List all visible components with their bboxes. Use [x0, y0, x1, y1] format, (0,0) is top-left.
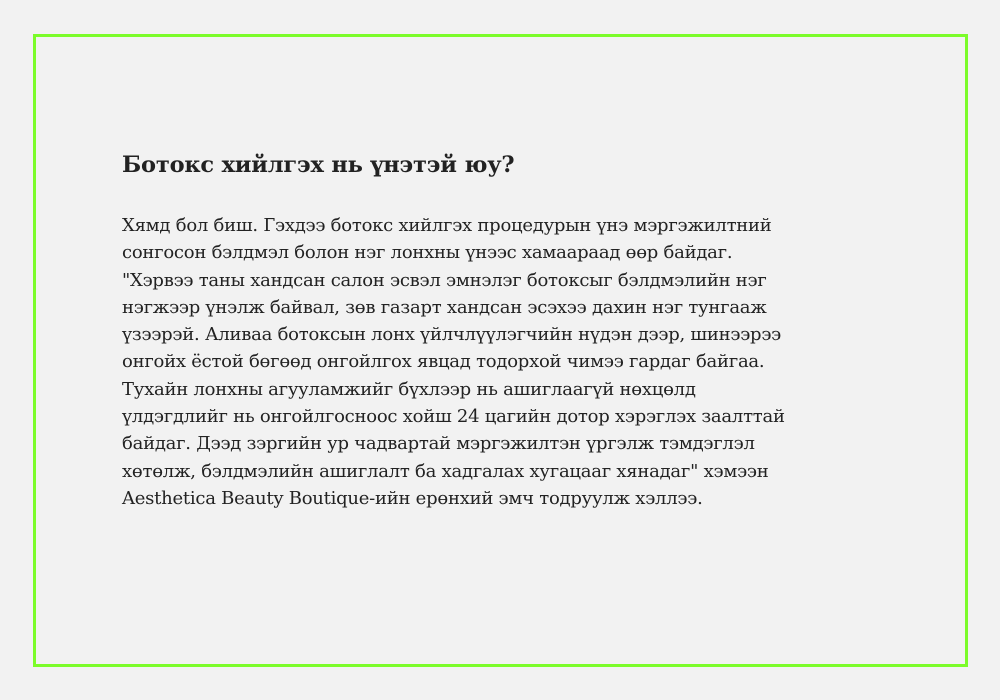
- paragraph-line: үлдэгдлийг нь онгойлгосноос хойш 24 цагийн дотор хэрэглэх заалттай: [122, 406, 785, 428]
- paragraph-line: үзээрэй. Аливаа ботоксын лонх үйлчлүүлэгчийн нүдэн дээр, шинээрээ: [122, 324, 781, 346]
- paragraph-line: Хямд бол биш. Гэхдээ ботокс хийлгэх процедурын үнэ мэргэжилтний: [122, 215, 772, 236]
- paragraph-line: Aesthetica Beauty Boutique-ийн ерөнхий эмч тодруулж хэллээ.: [122, 487, 703, 509]
- paragraph-line: "Хэрвээ таны хандсан салон эсвэл эмнэлэг ботоксыг бэлдмэлийн нэг: [122, 269, 767, 291]
- paragraph-line: хөтөлж, бэлдмэлийн ашиглалт ба хадгалах хугацааг хянадаг" хэмээн: [122, 460, 769, 482]
- article-title: Ботокс хийлгэх нь үнэтэй юу?: [122, 152, 515, 178]
- article: [122, 146, 882, 512]
- article-paragraph: [122, 212, 882, 512]
- paragraph-line: сонгосон бэлдмэл болон нэг лонхны үнээс хамаараад өөр байдаг.: [122, 242, 733, 264]
- paragraph-line: онгойх ёстой бөгөөд онгойлгох явцад тодорхой чимээ гардаг байгаа.: [122, 351, 765, 373]
- paragraph-line: байдаг. Дээд зэргийн ур чадвартай мэргэжилтэн үргэлж тэмдэглэл: [122, 433, 755, 455]
- paragraph-line: Тухайн лонхны агууламжийг бүхлээр нь ашиглаагүй нөхцөлд: [122, 378, 696, 400]
- paragraph-line: нэгжээр үнэлж байвал, зөв газарт хандсан эсэхээ дахин нэг тунгааж: [122, 296, 767, 318]
